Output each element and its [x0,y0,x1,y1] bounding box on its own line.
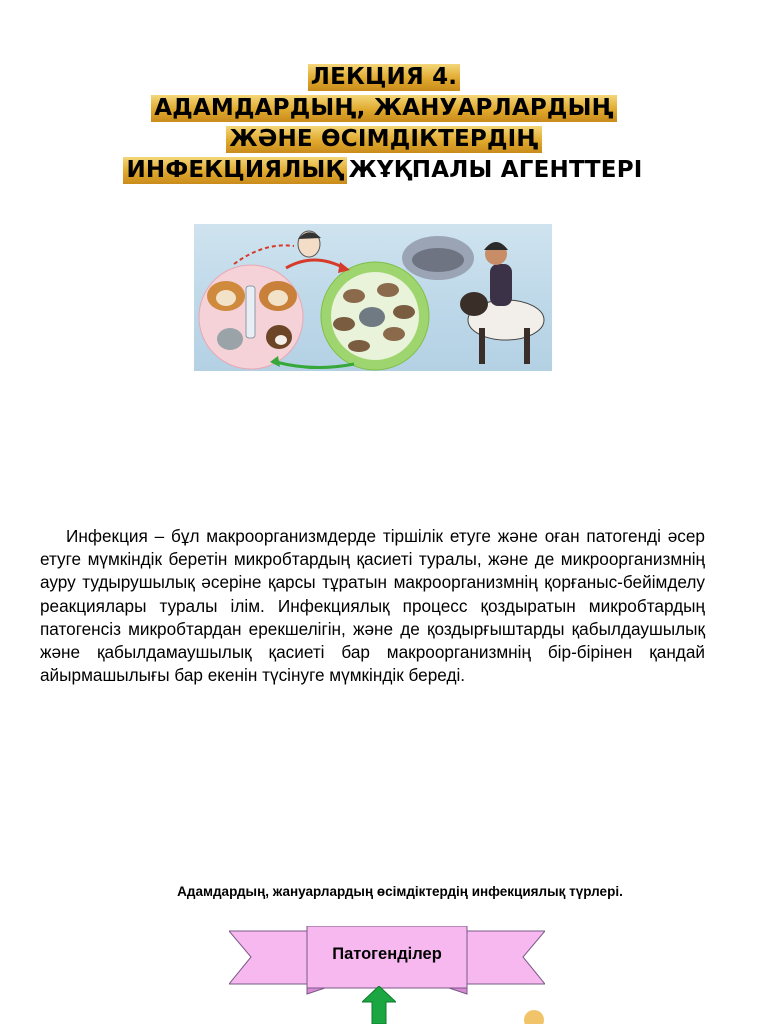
diagram-caption: Адамдардың, жануарлардың өсімдіктердің инфекциялық түрлері. [177,884,623,899]
title-line-1: ЛЕКЦИЯ 4. [0,62,768,93]
green-arrow [276,362,354,368]
orange-circle-icon [522,1008,546,1024]
rodent-icon [383,327,405,341]
rodent-icon [348,340,370,352]
infection-cycle-illustration [194,224,552,371]
title-line-3: ЖӘНЕ ӨСІМДІКТЕРДІҢ [0,124,768,155]
title-line-2: АДАМДАРДЫҢ, ЖАНУАРЛАРДЫҢ [0,93,768,124]
child-figure-icon [490,264,512,306]
rodent-icon [333,317,355,331]
title-line-4 [0,155,768,186]
illustration-graphic [194,224,552,371]
up-arrow-icon [362,986,396,1024]
rodent-icon [393,305,415,319]
rodent-icon [359,307,385,327]
rodent-icon [343,289,365,303]
pathogens-label: Патогенділер [332,945,442,963]
bottle-icon [246,286,255,338]
title-highlight: ИНФЕКЦИЯЛЫҚ [123,157,346,184]
title-plain: ЖҰҚПАЛЫ АГЕНТТЕРІ [348,157,643,183]
red-dashed-arrow [234,245,294,264]
red-arrow [286,260,344,268]
rodent-icon [377,283,399,297]
cat-icon [217,328,243,350]
lecture-title [0,62,768,186]
intro-paragraph: Инфекция – бұл макроорганизмдерде тіршілік етуге және оған патогенді әсер етуге мүмкіндік беретін микробтардың қасиеті туралы, және де микроорганизмнің ауру тудырушылық әсеріне қарсы тұратын макроорганизмнің қорғаныс-бейімделу реакциялары туралы ілім. Инфекциялық процесс қоздыратын микробтардың патогенсіз микробтардан ерекшелігін, және де қоздырғыштарды қабылдаушылық және қабылдамаушылық қасиеті бар макроорганизмнің бір-бірінен қандай айырмашылығы бар екенін түсінуге мүмкіндік береді. [40,526,705,686]
